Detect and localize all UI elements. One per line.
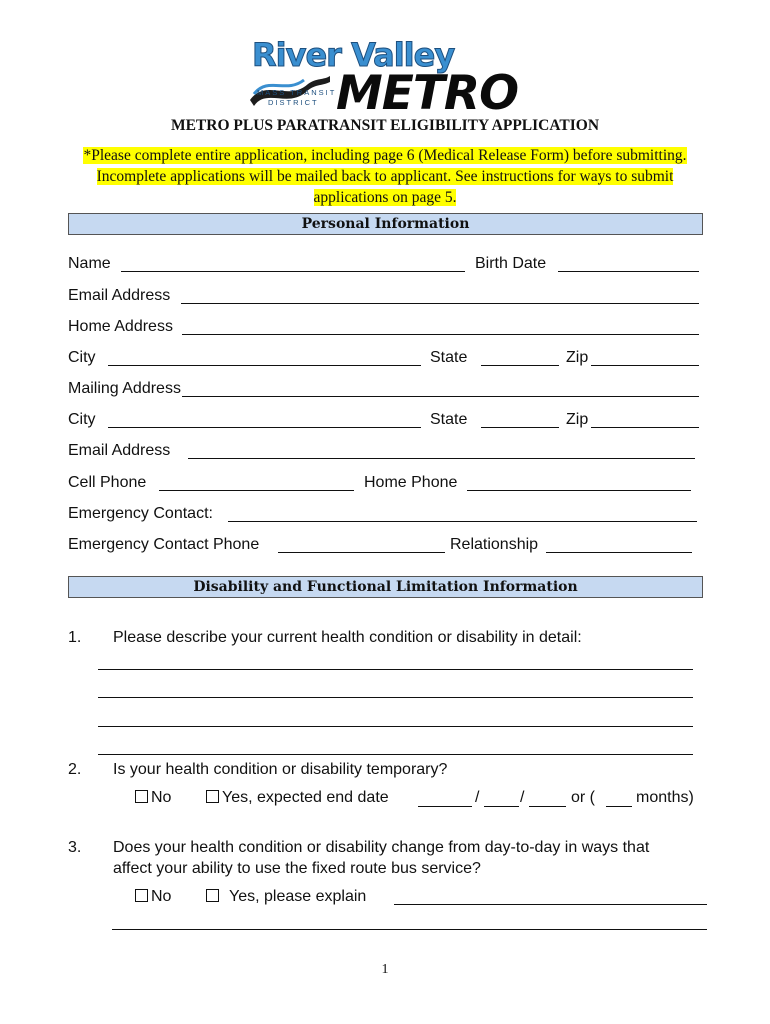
cell-phone-field[interactable] [159, 490, 354, 491]
q2-no-label: No [151, 789, 172, 806]
mailing-zip-field[interactable] [591, 427, 699, 428]
logo-subtitle-2: DISTRICT [268, 98, 319, 107]
q3-yes-option[interactable] [206, 888, 366, 906]
q3-explain-field[interactable] [394, 904, 707, 905]
mailing-state-label: State [430, 411, 468, 428]
q2-no-option[interactable] [135, 789, 171, 807]
question-2-number: 2. [68, 761, 82, 778]
question-1-answer-line-2[interactable] [98, 697, 693, 698]
q2-end-year-field[interactable] [529, 806, 566, 807]
completion-notice [64, 145, 706, 208]
home-phone-field[interactable] [467, 490, 691, 491]
mailing-city-label: City [68, 411, 96, 428]
state-label: State [430, 349, 468, 366]
question-3-number: 3. [68, 839, 82, 856]
q2-months-field[interactable] [606, 806, 632, 807]
q2-yes-option[interactable] [206, 789, 389, 807]
emergency-contact-label: Emergency Contact: [68, 505, 213, 522]
section-disability-information: Disability and Functional Limitation Information [68, 576, 703, 598]
q3-no-label: No [151, 888, 172, 905]
mailing-city-field[interactable] [108, 427, 421, 428]
q3-yes-label: Yes, please explain [229, 888, 367, 905]
q3-no-checkbox[interactable] [135, 889, 148, 902]
cell-phone-label: Cell Phone [68, 474, 147, 491]
home-phone-label: Home Phone [364, 474, 458, 491]
relationship-field[interactable] [546, 552, 692, 553]
zip-label: Zip [566, 349, 589, 366]
email-2-label: Email Address [68, 442, 171, 459]
logo-river-valley-text: River Valley [252, 36, 455, 74]
q3-no-option[interactable] [135, 888, 171, 906]
question-1-text: Please describe your current health condition or disability in detail: [113, 629, 582, 646]
home-address-field[interactable] [182, 334, 699, 335]
email-2-field[interactable] [188, 458, 695, 459]
question-1-number: 1. [68, 629, 82, 646]
question-1-answer-line-3[interactable] [98, 726, 693, 727]
birth-date-label: Birth Date [475, 255, 547, 272]
emergency-phone-field[interactable] [278, 552, 445, 553]
city-field[interactable] [108, 365, 421, 366]
q2-no-checkbox[interactable] [135, 790, 148, 803]
email-label: Email Address [68, 287, 171, 304]
logo-metro-text: METRO [336, 66, 519, 121]
birth-date-field[interactable] [558, 271, 699, 272]
q3-yes-checkbox[interactable] [206, 889, 219, 902]
logo-subtitle-1: MASS TRANSIT [257, 88, 337, 97]
mailing-address-label: Mailing Address [68, 380, 181, 397]
q2-months-label: months) [636, 789, 694, 806]
name-label: Name [68, 255, 111, 272]
q2-end-day-field[interactable] [484, 806, 519, 807]
q2-date-slash-1: / [475, 789, 480, 806]
q2-or-label: or ( [571, 789, 595, 806]
mailing-address-field[interactable] [182, 396, 699, 397]
state-field[interactable] [481, 365, 559, 366]
mailing-zip-label: Zip [566, 411, 589, 428]
q2-date-slash-2: / [520, 789, 525, 806]
home-address-label: Home Address [68, 318, 173, 335]
page-title: METRO PLUS PARATRANSIT ELIGIBILITY APPLICATION [170, 117, 600, 134]
notice-text: *Please complete entire application, including page 6 (Medical Release Form) before submitting. Incomplete applications will be mailed back to applicant. See instructions for ways to submit applications on page 5. [83, 147, 687, 206]
q3-explain-line-2[interactable] [112, 929, 707, 930]
city-label: City [68, 349, 96, 366]
section-personal-information: Personal Information [68, 213, 703, 235]
question-1-answer-line-4[interactable] [98, 754, 693, 755]
name-field[interactable] [121, 271, 465, 272]
q2-end-month-field[interactable] [418, 806, 472, 807]
q2-yes-checkbox[interactable] [206, 790, 219, 803]
emergency-contact-field[interactable] [228, 521, 697, 522]
question-3-text-line-1: Does your health condition or disability change from day-to-day in ways that [113, 839, 650, 856]
q2-yes-label: Yes, expected end date [222, 789, 389, 806]
email-field[interactable] [181, 303, 699, 304]
question-3-text-line-2: affect your ability to use the fixed route bus service? [113, 860, 481, 877]
relationship-label: Relationship [450, 536, 539, 553]
zip-field[interactable] [591, 365, 699, 366]
question-1-answer-line-1[interactable] [98, 669, 693, 670]
river-valley-metro-logo [240, 32, 545, 121]
page-number: 1 [381, 962, 389, 977]
question-2-text: Is your health condition or disability temporary? [113, 761, 448, 778]
emergency-phone-label: Emergency Contact Phone [68, 536, 260, 553]
mailing-state-field[interactable] [481, 427, 559, 428]
